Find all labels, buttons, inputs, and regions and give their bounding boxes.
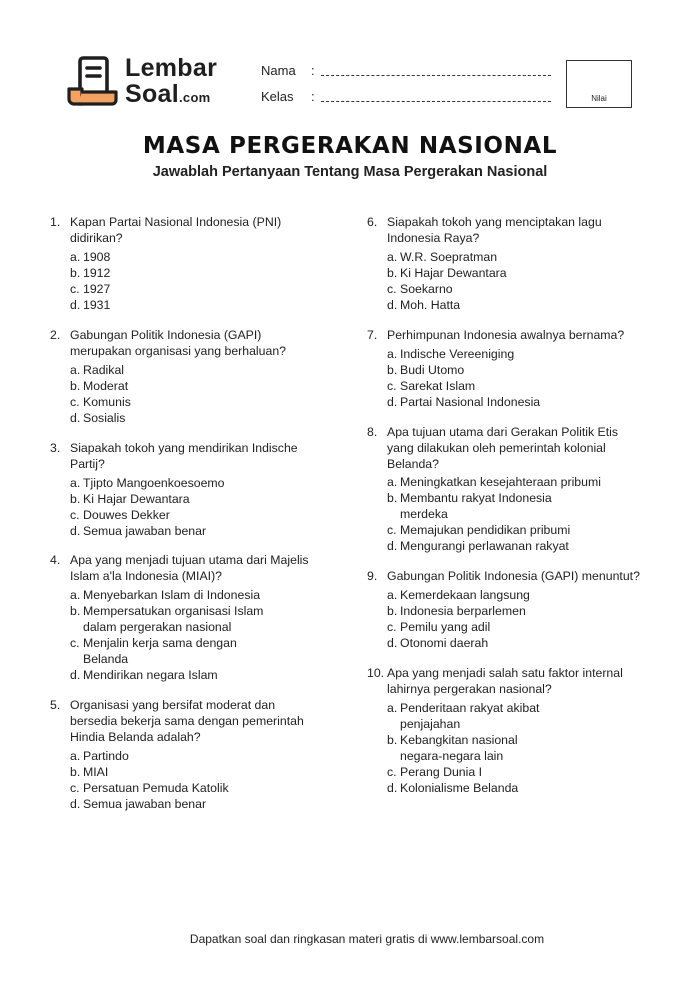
answer-option[interactable] xyxy=(70,297,110,313)
answer-option[interactable] xyxy=(70,281,110,297)
option-letter: c. xyxy=(387,765,397,779)
answer-option[interactable] xyxy=(70,667,263,683)
question-number: 10. xyxy=(367,666,385,680)
question-stem-line: Partij? xyxy=(70,457,105,471)
question-stem xyxy=(70,214,281,246)
answer-option[interactable] xyxy=(387,362,540,378)
option-letter: a. xyxy=(387,347,398,361)
brand-wordmark xyxy=(125,54,217,110)
class-field[interactable] xyxy=(261,89,315,104)
option-letter: d. xyxy=(70,298,81,312)
option-text: Sarekat Islam xyxy=(400,379,476,393)
answer-option[interactable] xyxy=(70,764,229,780)
name-label: Nama xyxy=(261,63,296,78)
option-letter: a. xyxy=(70,588,81,602)
option-letter: a. xyxy=(70,476,81,490)
question-number: 3. xyxy=(50,441,61,455)
question-stem-line: merupakan organisasi yang berhaluan? xyxy=(70,344,287,358)
answer-option[interactable] xyxy=(70,378,131,394)
option-letter: b. xyxy=(387,491,398,505)
option-letter: d. xyxy=(70,668,81,682)
option-text: Partindo xyxy=(83,749,129,763)
answer-option[interactable] xyxy=(70,587,263,603)
answer-options xyxy=(70,587,263,683)
brand-logo xyxy=(66,54,226,114)
question-stem xyxy=(387,424,618,472)
option-text: Partai Nasional Indonesia xyxy=(400,395,541,409)
question-stem-line: Siapakah tokoh yang mendirikan Indische xyxy=(70,441,298,455)
option-text: Indonesia berparlemen xyxy=(400,604,526,618)
question-stem-line: yang dilakukan oleh pemerintah kolonial xyxy=(387,441,606,455)
option-text: Memajukan pendidikan pribumi xyxy=(400,523,571,537)
option-letter: d. xyxy=(387,636,398,650)
answer-option[interactable] xyxy=(70,410,131,426)
option-text: Ki Hajar Dewantara xyxy=(400,266,507,280)
option-text-continued: dalam pergerakan nasional xyxy=(83,620,232,634)
option-text: Soekarno xyxy=(400,282,453,296)
option-letter: d. xyxy=(387,539,398,553)
answer-option[interactable] xyxy=(70,507,225,523)
answer-option[interactable] xyxy=(387,700,539,732)
answer-option[interactable] xyxy=(387,490,601,522)
question-stem xyxy=(387,665,623,697)
score-box[interactable] xyxy=(566,60,632,108)
question-number: 7. xyxy=(367,328,378,342)
class-label: Kelas xyxy=(261,89,294,104)
option-text: Ki Hajar Dewantara xyxy=(83,492,190,506)
name-input-line[interactable] xyxy=(321,75,551,76)
option-text: Radikal xyxy=(83,363,125,377)
option-text: MIAI xyxy=(83,765,109,779)
option-letter: c. xyxy=(70,395,80,409)
answer-option[interactable] xyxy=(70,635,263,667)
option-letter: d. xyxy=(387,781,398,795)
option-text-continued: merdeka xyxy=(400,507,448,521)
answer-option[interactable] xyxy=(387,603,530,619)
answer-option[interactable] xyxy=(70,796,229,812)
option-text: W.R. Soepratman xyxy=(400,250,498,264)
answer-option[interactable] xyxy=(387,635,530,651)
name-field[interactable] xyxy=(261,63,315,78)
option-letter: d. xyxy=(70,411,81,425)
option-letter: b. xyxy=(387,733,398,747)
option-letter: a. xyxy=(387,475,398,489)
question-stem-line: bersedia bekerja sama dengan pemerintah xyxy=(70,714,304,728)
option-text: Sosialis xyxy=(83,411,126,425)
question-stem-line: Apa yang menjadi tujuan utama dari Majelis xyxy=(70,553,309,567)
option-text: Persatuan Pemuda Katolik xyxy=(83,781,229,795)
answer-options xyxy=(387,346,540,410)
answer-option[interactable] xyxy=(387,265,507,281)
option-text: Menyebarkan Islam di Indonesia xyxy=(83,588,261,602)
question-number: 6. xyxy=(367,215,378,229)
question-stem-line: Hindia Belanda adalah? xyxy=(70,730,201,744)
option-text: Pemilu yang adil xyxy=(400,620,491,634)
question-stem-line: Gabungan Politik Indonesia (GAPI) menuntut? xyxy=(387,569,640,583)
option-text-continued: negara-negara lain xyxy=(400,749,504,763)
question-number: 4. xyxy=(50,553,61,567)
question-stem xyxy=(387,327,624,343)
option-text: 1912 xyxy=(83,266,111,280)
answer-options xyxy=(70,362,131,426)
question-stem xyxy=(70,440,298,472)
question-number: 2. xyxy=(50,328,61,342)
answer-option[interactable] xyxy=(387,281,507,297)
option-letter: b. xyxy=(387,363,398,377)
answer-option[interactable] xyxy=(387,522,601,538)
answer-option[interactable] xyxy=(70,265,110,281)
question-stem-line: Perhimpunan Indonesia awalnya bernama? xyxy=(387,328,625,342)
question-stem xyxy=(70,552,309,584)
option-letter: c. xyxy=(70,636,80,650)
answer-option[interactable] xyxy=(387,474,601,490)
question-number: 8. xyxy=(367,425,378,439)
question-number: 5. xyxy=(50,698,61,712)
brand-name-line1: Lembar xyxy=(125,54,218,82)
footer-note: Dapatkan soal dan ringkasan materi gratis di www.lembarsoal.com xyxy=(189,932,545,946)
option-text: Kemerdekaan langsung xyxy=(400,588,530,602)
option-text-continued: Belanda xyxy=(83,652,129,666)
question-stem-line: Indonesia Raya? xyxy=(387,231,480,245)
answer-options xyxy=(387,474,601,554)
option-letter: b. xyxy=(387,604,398,618)
option-text: Indische Vereeniging xyxy=(400,347,515,361)
class-colon: : xyxy=(311,89,315,104)
class-input-line[interactable] xyxy=(321,101,551,102)
page-subtitle: Jawablah Pertanyaan Tentang Masa Pergerakan Nasional xyxy=(152,164,548,180)
answer-options xyxy=(70,475,225,539)
option-text: Moderat xyxy=(83,379,129,393)
answer-options xyxy=(70,249,110,313)
option-letter: d. xyxy=(70,524,81,538)
option-text: Otonomi daerah xyxy=(400,636,489,650)
question-stem-line: Belanda? xyxy=(387,457,439,471)
answer-option[interactable] xyxy=(387,346,540,362)
answer-options xyxy=(387,249,507,313)
option-letter: b. xyxy=(70,266,81,280)
option-letter: b. xyxy=(387,266,398,280)
question-stem-line: Siapakah tokoh yang menciptakan lagu xyxy=(387,215,602,229)
option-text: 1927 xyxy=(83,282,111,296)
option-letter: c. xyxy=(387,523,397,537)
option-letter: c. xyxy=(70,282,80,296)
answer-options xyxy=(387,587,530,651)
question-stem xyxy=(70,327,286,359)
answer-option[interactable] xyxy=(70,394,131,410)
option-text: Semua jawaban benar xyxy=(83,797,207,811)
question-number: 9. xyxy=(367,569,378,583)
option-letter: b. xyxy=(70,379,81,393)
option-text: Penderitaan rakyat akibat xyxy=(400,701,540,715)
brand-domain-suffix: .com xyxy=(179,90,211,105)
answer-option[interactable] xyxy=(70,491,225,507)
option-letter: c. xyxy=(387,282,397,296)
option-letter: a. xyxy=(70,363,81,377)
option-text: Douwes Dekker xyxy=(83,508,170,522)
question-stem-line: Organisasi yang bersifat moderat dan xyxy=(70,698,276,712)
answer-option[interactable] xyxy=(387,538,601,554)
page-title: MASA PERGERAKAN NASIONAL xyxy=(142,133,558,159)
answer-option[interactable] xyxy=(387,249,507,265)
answer-option[interactable] xyxy=(70,362,131,378)
question-stem-line: Kapan Partai Nasional Indonesia (PNI) xyxy=(70,215,282,229)
brand-name-line2 xyxy=(125,82,217,110)
option-letter: c. xyxy=(387,379,397,393)
answer-option[interactable] xyxy=(387,732,539,764)
option-letter: b. xyxy=(70,492,81,506)
question-stem xyxy=(387,214,602,246)
option-text-continued: penjajahan xyxy=(400,717,461,731)
option-letter: a. xyxy=(70,250,81,264)
option-letter: d. xyxy=(387,298,398,312)
answer-option[interactable] xyxy=(70,475,225,491)
question-stem-line: Islam a'la Indonesia (MIAI)? xyxy=(70,569,223,583)
option-text: Kebangkitan nasional xyxy=(400,733,518,747)
answer-option[interactable] xyxy=(387,297,507,313)
answer-option[interactable] xyxy=(387,587,530,603)
answer-option[interactable] xyxy=(387,378,540,394)
question-stem-line: didirikan? xyxy=(70,231,123,245)
option-letter: c. xyxy=(70,508,80,522)
answer-option[interactable] xyxy=(70,748,229,764)
answer-option[interactable] xyxy=(70,603,263,635)
option-text: Mengurangi perlawanan rakyat xyxy=(400,539,569,553)
option-letter: a. xyxy=(70,749,81,763)
answer-option[interactable] xyxy=(387,619,530,635)
option-text: Meningkatkan kesejahteraan pribumi xyxy=(400,475,601,489)
option-text: Membantu rakyat Indonesia xyxy=(400,491,552,505)
option-text: Tjipto Mangoenkoesoemo xyxy=(83,476,225,490)
question-stem-line: lahirnya pergerakan nasional? xyxy=(387,682,552,696)
question-stem xyxy=(70,697,304,745)
answer-option[interactable] xyxy=(387,780,539,796)
answer-options xyxy=(70,748,229,812)
option-text: Moh. Hatta xyxy=(400,298,461,312)
question-stem-line: Apa yang menjadi salah satu faktor internal xyxy=(387,666,623,680)
option-text: Kolonialisme Belanda xyxy=(400,781,519,795)
option-text: Semua jawaban benar xyxy=(83,524,207,538)
option-text: 1931 xyxy=(83,298,111,312)
option-letter: a. xyxy=(387,701,398,715)
answer-options xyxy=(387,700,539,796)
answer-option[interactable] xyxy=(70,249,110,265)
brand-name-soal: Soal xyxy=(125,80,179,108)
score-label: Nilai xyxy=(591,94,607,103)
answer-option[interactable] xyxy=(70,523,225,539)
option-text: Menjalin kerja sama dengan xyxy=(83,636,237,650)
option-letter: c. xyxy=(387,620,397,634)
option-letter: b. xyxy=(70,765,81,779)
answer-option[interactable] xyxy=(70,780,229,796)
option-letter: d. xyxy=(387,395,398,409)
answer-option[interactable] xyxy=(387,764,539,780)
option-letter: a. xyxy=(387,250,398,264)
option-letter: a. xyxy=(387,588,398,602)
option-letter: b. xyxy=(70,604,81,618)
option-letter: c. xyxy=(70,781,80,795)
document-scroll-icon xyxy=(66,56,120,108)
question-stem-line: Apa tujuan utama dari Gerakan Politik Etis xyxy=(387,425,619,439)
question-stem xyxy=(387,568,640,584)
option-text: Komunis xyxy=(83,395,131,409)
name-colon: : xyxy=(311,63,315,78)
question-stem-line: Gabungan Politik Indonesia (GAPI) xyxy=(70,328,262,342)
option-text: Budi Utomo xyxy=(400,363,465,377)
option-text: Perang Dunia I xyxy=(400,765,483,779)
option-letter: d. xyxy=(70,797,81,811)
option-text: Mendirikan negara Islam xyxy=(83,668,218,682)
answer-option[interactable] xyxy=(387,394,540,410)
option-text: 1908 xyxy=(83,250,111,264)
question-number: 1. xyxy=(50,215,61,229)
option-text: Mempersatukan organisasi Islam xyxy=(83,604,264,618)
